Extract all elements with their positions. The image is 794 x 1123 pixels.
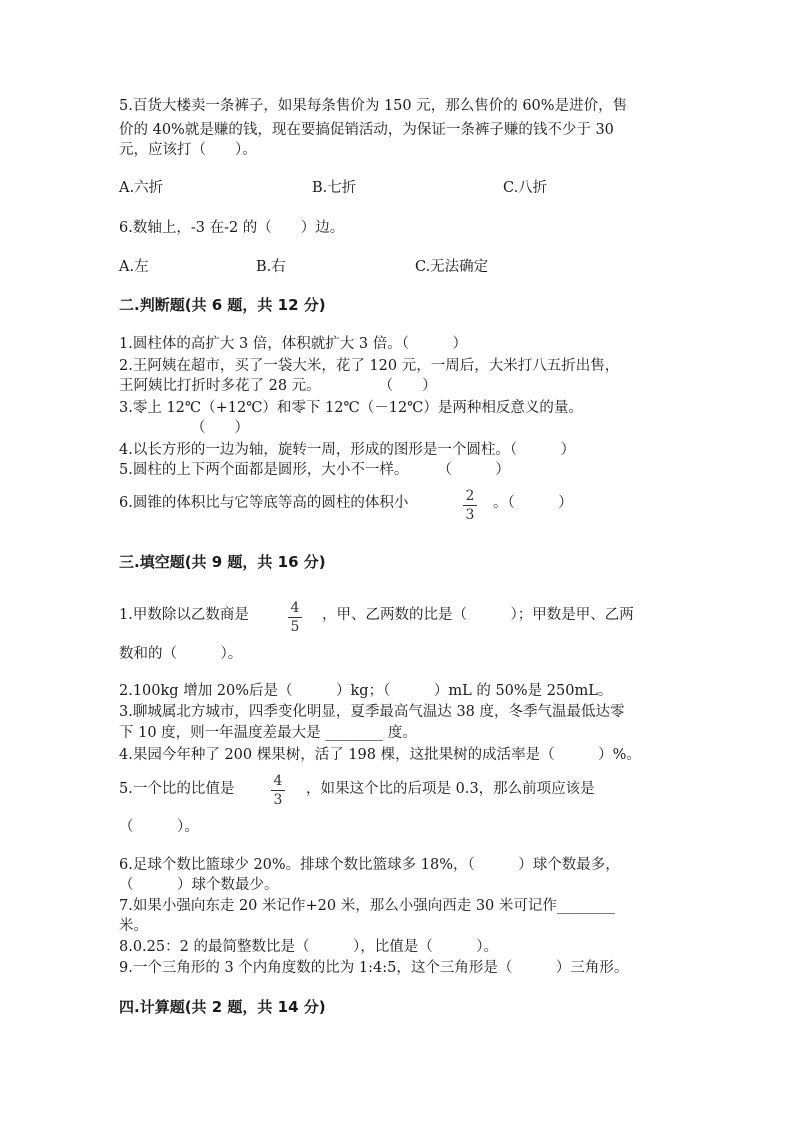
fraction-numerator: 4 (273, 773, 283, 789)
fill-q6-line1: 6.足球个数比篮球少 20%。排球个数比篮球多 18%，（ ）球个数最多， (119, 857, 620, 873)
fill-q9: 9.一个三角形的 3 个内角度数的比为 1:4:5，这个三角形是（ ）三角形。 (119, 960, 629, 976)
fill-q8: 8.0.25：2 的最简整数比是（ ），比值是（ ）。 (119, 939, 498, 955)
fill-q4: 4.果园今年种了 200 棵果树，活了 198 棵，这批果树的成活率是（ ）%。 (119, 747, 641, 763)
choice-q5-line1: 5.百货大楼卖一条裤子，如果每条售价为 150 元，那么售价的 60%是进价，售 (119, 98, 628, 114)
fraction-numerator: 2 (465, 488, 475, 504)
fill-q7-line1: 7.如果小强向东走 20 米记作+20 米，那么小强向西走 30 米可记作________ (119, 898, 615, 914)
fraction-numerator: 4 (290, 600, 300, 616)
judge-q4: 4.以长方形的一边为轴，旋转一周，形成的图形是一个圆柱。（ ） (119, 442, 576, 458)
choice-q6-option-a: A.左 (119, 259, 149, 275)
judge-q3-line1: 3.零上 12℃（+12℃）和零下 12℃（－12℃）是两种相反意义的量。 (119, 400, 583, 416)
choice-q6-option-b: B.右 (256, 259, 286, 275)
judge-q3-line2: （ ） (191, 420, 249, 436)
judge-q6-fraction (463, 488, 477, 523)
section-calc-heading: 四.计算题(共 2 题，共 14 分) (119, 998, 326, 1016)
judge-q2-line1: 2.王阿姨在超市，买了一袋大米，花了 120 元，一周后，大米打八五折出售， (119, 358, 620, 374)
choice-q5-option-c: C.八折 (503, 180, 548, 196)
fill-q1-rest: ，甲、乙两数的比是（ ）；甲数是甲、乙两 (322, 607, 634, 623)
fraction-bar (463, 505, 477, 506)
fill-q2: 2.100kg 增加 20%后是（ ）kg；（ ）mL 的 50%是 250mL。 (119, 683, 613, 699)
fill-q5-line2: （ ）。 (119, 819, 199, 835)
fraction-bar (288, 617, 302, 618)
fraction-denominator: 3 (465, 507, 475, 523)
choice-q5-line3: 元，应该打（ ）。 (119, 142, 257, 158)
choice-q6-option-c: C.无法确定 (415, 259, 489, 275)
fill-q5-stem: 5.一个比的比值是 (119, 781, 235, 797)
fraction-denominator: 3 (273, 792, 283, 808)
section-judge-heading: 二.判断题(共 6 题，共 12 分) (119, 296, 326, 314)
fill-q7-line2: 米。 (119, 918, 148, 934)
judge-q6-stem: 6.圆锥的体积比与它等底等高的圆柱的体积小 (119, 495, 409, 511)
judge-q2-line2: 王阿姨比打折时多花了 28 元。 （ ） (119, 378, 437, 394)
judge-q6-answer: 。（ ） (493, 495, 573, 511)
fill-q3-line1: 3.聊城属北方城市，四季变化明显，夏季最高气温达 38 度，冬季气温最低达零 (119, 704, 625, 720)
fraction-bar (271, 790, 285, 791)
choice-q6-stem: 6.数轴上，-3 在-2 的（ ）边。 (119, 220, 345, 236)
choice-q5-line2: 价的 40%就是赚的钱，现在要搞促销活动，为保证一条裤子赚的钱不少于 30 (119, 122, 614, 138)
fill-q1-line2: 数和的（ ）。 (119, 646, 243, 662)
fill-q6-line2: （ ）球个数最少。 (119, 877, 279, 893)
fill-q1-stem: 1.甲数除以乙数商是 (119, 607, 249, 623)
fill-q5-rest: ，如果这个比的后项是 0.3，那么前项应该是 (306, 781, 595, 797)
fill-q1-fraction (288, 600, 302, 635)
fill-q3-line2: 下 10 度，则一年温度差最大是 ________ 度。 (119, 725, 417, 741)
judge-q5: 5.圆柱的上下两个面都是圆形，大小不一样。 （ ） (119, 462, 510, 478)
judge-q1: 1.圆柱体的高扩大 3 倍，体积就扩大 3 倍。（ ） (119, 336, 467, 352)
choice-q5-option-b: B.七折 (312, 180, 357, 196)
choice-q5-option-a: A.六折 (119, 180, 164, 196)
section-fill-heading: 三.填空题(共 9 题，共 16 分) (119, 553, 326, 571)
fill-q5-fraction (271, 773, 285, 808)
fraction-denominator: 5 (290, 619, 300, 635)
